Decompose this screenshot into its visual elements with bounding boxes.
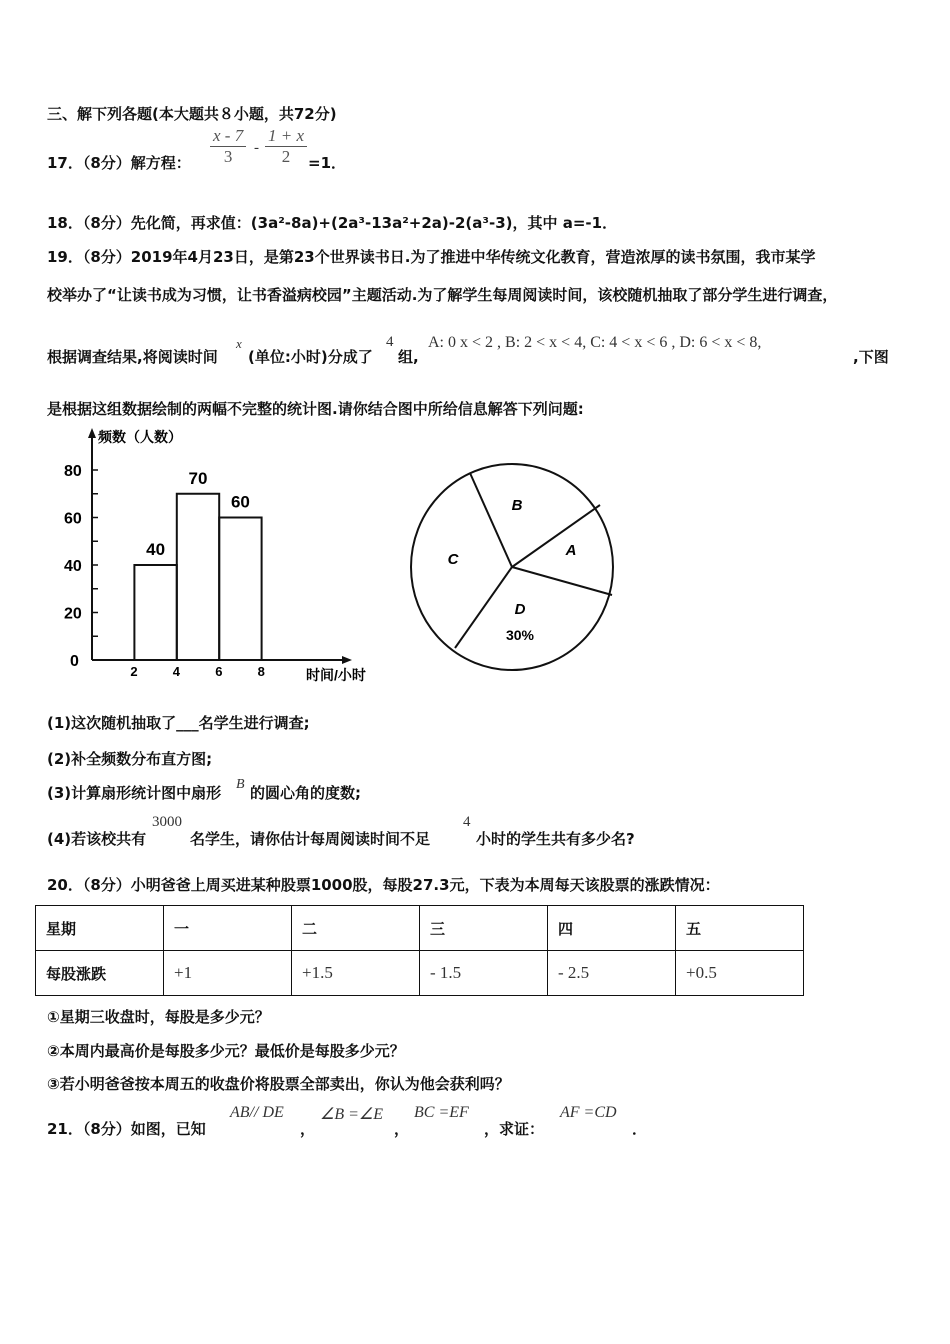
q19-sub3c: 的圆心角的度数; xyxy=(250,784,361,802)
group-count: 4 xyxy=(386,334,394,350)
q20-sub2: ②本周内最高价是每股多少元？最低价是每股多少元？ xyxy=(47,1042,405,1060)
fraction-2: $\frac{1 + x}{2}$ xyxy=(265,126,307,167)
pie-chart xyxy=(411,464,613,670)
table-header: 三 xyxy=(420,906,548,951)
q19-line1: 19．（8分）2019年4月23日，是第23个世界读书日.为了推进中华传统文化教育，营造浓厚的读书氛围，我市某学 xyxy=(47,248,816,266)
pie-slice-label: C xyxy=(447,551,459,568)
x-tick-label: 8 xyxy=(257,664,265,679)
total-students: 3000 xyxy=(152,814,182,830)
q17-tail: =1． xyxy=(308,154,347,172)
conclusion: AF =CD xyxy=(560,1104,617,1121)
y-tick-label: 60 xyxy=(64,510,82,528)
pie-divider xyxy=(470,473,512,567)
table-header: 四 xyxy=(548,906,676,951)
q19-line3d: ,下图 xyxy=(853,348,889,366)
pie-slice-label: A xyxy=(565,542,577,559)
charts xyxy=(0,420,950,700)
x-tick-label: 4 xyxy=(172,664,181,679)
q21-tail: ，求证： xyxy=(484,1120,545,1138)
histogram xyxy=(64,428,366,683)
pie-divider xyxy=(512,505,600,567)
bar xyxy=(219,518,261,661)
q20-text: 20．（8分）小明爸爸上周买进某种股票1000股，每股27.3元，下表为本周每天该股票的涨跌情况： xyxy=(47,876,720,894)
q19-line3c: 组, xyxy=(398,348,419,366)
var-x: x xyxy=(236,336,242,351)
x-axis-arrow xyxy=(342,656,352,664)
bar xyxy=(177,494,219,660)
x-tick-label: 2 xyxy=(130,664,138,679)
q19-sub4c: 名学生，请你估计每周阅读时间不足 xyxy=(190,830,431,848)
q21-label: 21．（8分）如图，已知 xyxy=(47,1120,206,1138)
pie-divider xyxy=(455,567,512,648)
q19-line4: 是根据这组数据绘制的两幅不完整的统计图.请你结合图中所给信息解答下列问题: xyxy=(47,400,584,418)
q20-sub3: ③若小明爸爸按本周五的收盘价将股票全部卖出，你认为他会获利吗？ xyxy=(47,1075,510,1093)
table-header: 星期 xyxy=(36,906,164,951)
q20-sub1: ①星期三收盘时，每股是多少元？ xyxy=(47,1008,270,1026)
q19-sub4: (4)若该校共有 xyxy=(47,830,147,848)
pie-slice-percent: 30% xyxy=(505,627,535,643)
section-title: 三、解下列各题(本大题共８小题，共72分) xyxy=(47,105,337,123)
table-header: 五 xyxy=(676,906,804,951)
table-cell: +1.5 xyxy=(292,951,420,996)
q19-line3b: (单位:小时)分成了 xyxy=(248,348,373,366)
q19-sub1: (1)这次随机抽取了___名学生进行调查; xyxy=(47,714,310,732)
q19-sub3: (3)计算扇形统计图中扇形 xyxy=(47,784,222,802)
group-ranges: A: 0 x < 2 , B: 2 < x < 4, C: 4 < x < 6 , D: 6 < x < 8, xyxy=(428,334,762,351)
stock-table xyxy=(35,905,804,996)
period: ． xyxy=(632,1120,648,1138)
x-axis-label: 时间/小时 xyxy=(306,667,366,683)
q17-label: 17．（8分）解方程： xyxy=(47,154,191,172)
comma: ， xyxy=(394,1120,410,1138)
condition-3: BC =EF xyxy=(414,1104,469,1121)
bar-label: 60 xyxy=(230,492,250,512)
condition-1: AB// DE xyxy=(230,1104,284,1121)
condition-2: ∠B =∠E xyxy=(320,1106,384,1123)
hours-four: 4 xyxy=(463,814,471,830)
table-header: 一 xyxy=(164,906,292,951)
minus-sign: - xyxy=(254,140,259,156)
x-tick-label: 6 xyxy=(215,664,223,679)
y-tick-label: 0 xyxy=(70,653,79,670)
table-cell: - 2.5 xyxy=(548,951,676,996)
y-axis-arrow xyxy=(88,428,96,438)
table-header: 二 xyxy=(292,906,420,951)
y-tick-label: 80 xyxy=(64,463,82,480)
q19-line3: 根据调查结果,将阅读时间 xyxy=(47,348,218,366)
pie-slice-label: B xyxy=(511,497,523,514)
table-cell: +1 xyxy=(164,951,292,996)
q19-sub4e: 小时的学生共有多少名? xyxy=(476,830,635,848)
comma: ， xyxy=(300,1120,316,1138)
table-row xyxy=(36,906,804,951)
q18-text: 18．（8分）先化简，再求值：(3a²-8a)+(2a³-13a²+2a)-2(a³-3)，其中 a=-1． xyxy=(47,214,618,232)
pie-slice-label: D xyxy=(514,601,526,618)
table-cell: +0.5 xyxy=(676,951,804,996)
pie-divider xyxy=(512,567,612,595)
q19-line2: 校举办了“让读书成为习惯，让书香溢病校园”主题活动.为了解学生每周阅读时间，该校随机抽取了部分学生进行调查， xyxy=(47,286,838,304)
bar-label: 40 xyxy=(146,540,166,559)
bar xyxy=(134,565,176,660)
table-cell: 每股涨跌 xyxy=(36,951,164,996)
y-axis-label: 频数（人数） xyxy=(98,429,182,445)
q19-sub2: (2)补全频数分布直方图; xyxy=(47,750,213,768)
y-tick-label: 40 xyxy=(64,558,82,575)
sector-b: B xyxy=(236,777,245,792)
table-row xyxy=(36,951,804,996)
table-cell: - 1.5 xyxy=(420,951,548,996)
fraction-1: $\frac{x - 7}{3}$ xyxy=(210,126,246,167)
y-tick-label: 20 xyxy=(64,605,82,623)
bar-label: 70 xyxy=(188,468,208,488)
